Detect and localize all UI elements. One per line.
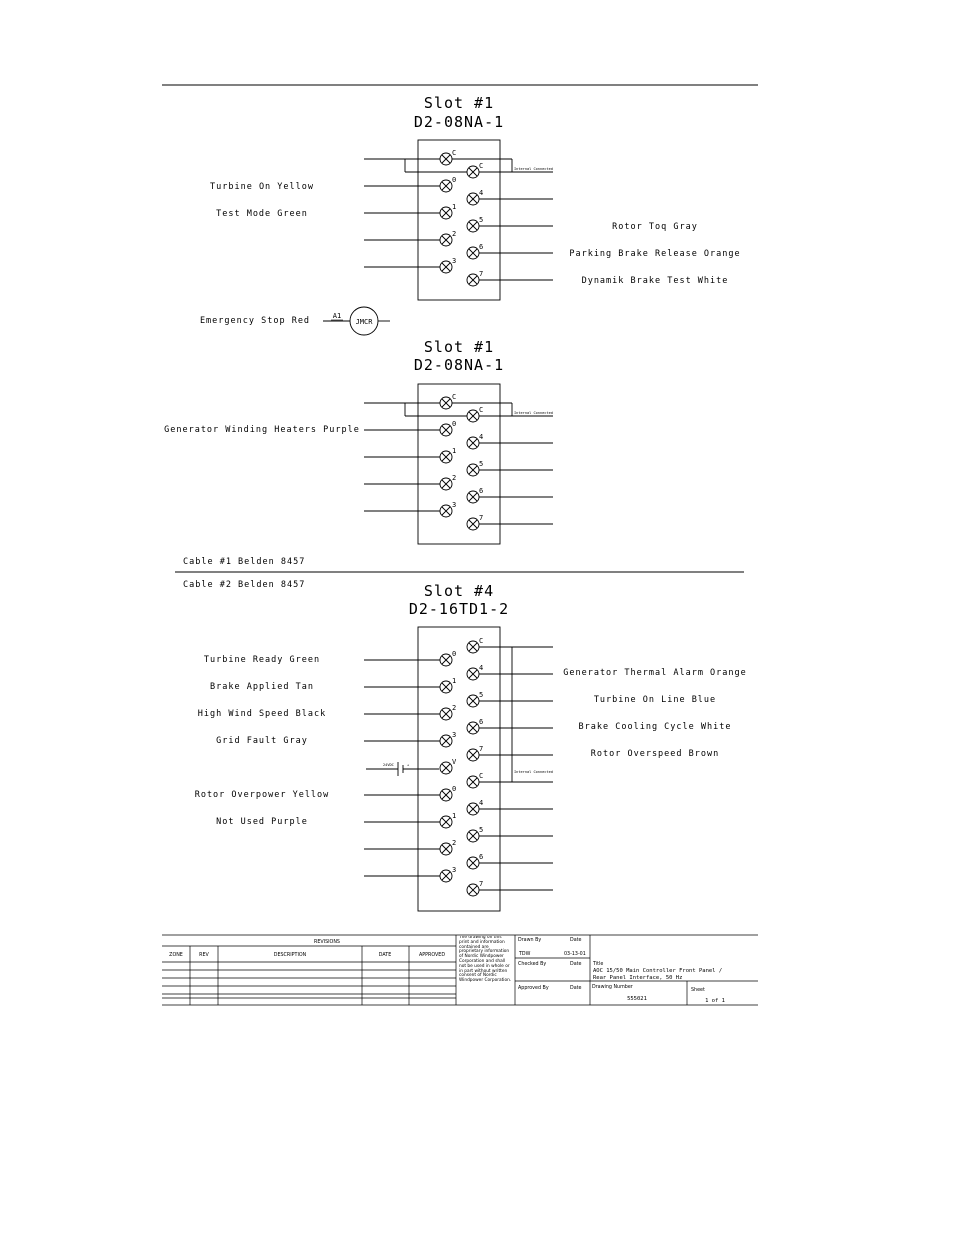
supply-label: 24VDC <box>383 763 394 767</box>
drawing-title-line2: Rear Panel Interface, 50 Hz <box>593 975 683 981</box>
input-label: Dynamik Brake Test White <box>581 276 729 286</box>
col-header-rev: REV <box>199 953 209 958</box>
terminal-label: 7 <box>479 270 484 278</box>
terminal-screw-icon <box>467 853 483 869</box>
terminal-screw-icon <box>467 826 483 842</box>
output-label: High Wind Speed Black <box>197 709 327 719</box>
input-label: Test Mode Green <box>216 209 308 219</box>
input-label: Turbine On Yellow <box>210 182 314 192</box>
output-label: Generator Thermal Alarm Orange <box>563 668 747 678</box>
terminal-group <box>440 637 483 896</box>
terminal-screw-icon <box>440 149 456 165</box>
terminal-screw-icon <box>440 230 456 246</box>
terminal-screw-icon <box>467 745 483 761</box>
terminal-screw-icon <box>467 189 483 205</box>
terminal-screw-icon <box>440 393 456 409</box>
terminal-label: C <box>479 637 484 645</box>
terminal-label: 0 <box>452 785 457 793</box>
relay-label: JMCR <box>355 318 373 326</box>
terminal-screw-icon <box>467 460 483 476</box>
diagram-slot4 <box>195 582 747 911</box>
sheet-value: 1 of 1 <box>705 998 725 1004</box>
terminal-label: C <box>479 406 484 414</box>
terminal-label: 5 <box>479 826 484 834</box>
output-label: Rotor Overpower Yellow <box>194 790 330 800</box>
terminal-label: 4 <box>479 189 484 197</box>
approved-date-label: Date <box>570 986 582 991</box>
terminal-screw-icon <box>440 420 456 436</box>
checked-date-label: Date <box>570 962 582 967</box>
terminal-screw-icon <box>440 501 456 517</box>
terminal-label: 4 <box>479 433 484 441</box>
approved-by-label: Approved By <box>518 986 549 991</box>
cable-label: Cable #1 Belden 8457 <box>183 557 306 567</box>
terminal-screw-icon <box>440 812 456 828</box>
slot-title: Slot #1 <box>423 94 495 112</box>
drawn-date-label: Date <box>570 938 582 943</box>
terminal-label: 3 <box>452 501 457 509</box>
terminal-label: C <box>452 393 457 401</box>
col-header-approved: APPROVED <box>418 953 446 958</box>
terminal-screw-icon <box>440 677 456 693</box>
slot-title: Slot #4 <box>423 582 495 600</box>
terminal-label: 2 <box>452 704 457 712</box>
drawing-number-label: Drawing Number <box>592 985 633 990</box>
terminal-screw-icon <box>467 216 483 232</box>
module-title: D2-16TD1-2 <box>408 600 510 618</box>
terminal-screw-icon <box>440 447 456 463</box>
drawn-date-value: 03-13-01 <box>564 952 586 957</box>
diagram-slot1-a <box>200 94 741 335</box>
revisions-heading: REVISIONS <box>314 940 340 945</box>
proprietary-notice: The drawing on this print and information contained are proprietary information of Nordic Windpower Corporation and shall not be used in whole or in part without written consent of Nordic Windpower Corporation. <box>459 936 512 984</box>
slot-title: Slot #1 <box>423 338 495 356</box>
common-note: Internal Connected <box>514 411 553 415</box>
title-label: Title <box>593 962 604 967</box>
terminal-screw-icon <box>467 270 483 286</box>
terminal-label: 7 <box>479 745 484 753</box>
terminal-label: 2 <box>452 230 457 238</box>
output-label: Brake Cooling Cycle White <box>578 722 732 732</box>
terminal-screw-icon <box>467 162 483 178</box>
module-title: D2-08NA-1 <box>413 356 505 374</box>
output-label: Grid Fault Gray <box>216 736 308 746</box>
terminal-label: 1 <box>452 812 457 820</box>
output-label: Brake Applied Tan <box>210 682 314 692</box>
output-label: Not Used Purple <box>216 817 308 827</box>
terminal-label: 3 <box>452 731 457 739</box>
terminal-screw-icon <box>440 203 456 219</box>
output-label: Rotor Overspeed Brown <box>590 749 720 759</box>
terminal-group <box>440 149 483 286</box>
terminal-label: 0 <box>452 420 457 428</box>
terminal-screw-icon <box>467 772 483 788</box>
checked-by-label: Checked By <box>518 962 547 967</box>
col-header-zone: ZONE <box>169 953 183 958</box>
terminal-block <box>418 140 500 300</box>
output-label: Turbine Ready Green <box>203 655 321 665</box>
drawn-by-value: TDW <box>519 952 531 957</box>
terminal-screw-icon <box>440 758 457 774</box>
terminal-screw-icon <box>440 839 456 855</box>
terminal-label: 5 <box>479 216 484 224</box>
terminal-label: 4 <box>479 799 484 807</box>
terminal-group <box>440 393 483 530</box>
terminal-screw-icon <box>467 243 483 259</box>
terminal-label: 5 <box>479 460 484 468</box>
terminal-label: 5 <box>479 691 484 699</box>
terminal-label: 6 <box>479 718 484 726</box>
drawn-by-label: Drawn By <box>518 938 542 943</box>
terminal-label: 2 <box>452 474 457 482</box>
terminal-label: 3 <box>452 866 457 874</box>
terminal-label: 6 <box>479 243 484 251</box>
terminal-label: 2 <box>452 839 457 847</box>
terminal-screw-icon <box>467 691 483 707</box>
sheet-label: Sheet <box>691 988 705 993</box>
terminal-screw-icon <box>440 704 456 720</box>
terminal-label: C <box>452 149 457 157</box>
emergency-tag: A1 <box>332 312 342 320</box>
terminal-screw-icon <box>440 866 456 882</box>
terminal-label: 7 <box>479 880 484 888</box>
cable-label: Cable #2 Belden 8457 <box>183 580 306 590</box>
terminal-label: 1 <box>452 447 457 455</box>
terminal-label: 0 <box>452 176 457 184</box>
terminal-screw-icon <box>467 664 483 680</box>
terminal-screw-icon <box>440 176 456 192</box>
terminal-label: V <box>452 758 457 766</box>
emergency-stop-label: Emergency Stop Red <box>199 316 311 326</box>
terminal-screw-icon <box>440 474 456 490</box>
terminal-label: 4 <box>479 664 484 672</box>
terminal-label: 6 <box>479 853 484 861</box>
terminal-label: 3 <box>452 257 457 265</box>
output-label: Turbine On Line Blue <box>593 695 717 705</box>
drawing-number-value: 555021 <box>627 996 647 1002</box>
input-label: Parking Brake Release Orange <box>569 249 741 259</box>
terminal-screw-icon <box>467 637 483 653</box>
module-title: D2-08NA-1 <box>413 113 505 131</box>
proprietary-notice-box <box>459 936 513 1004</box>
terminal-label: 1 <box>452 677 457 685</box>
diagram-slot1-b <box>164 338 553 544</box>
wire-group <box>364 647 553 890</box>
terminal-screw-icon <box>440 731 456 747</box>
terminal-screw-icon <box>467 718 483 734</box>
terminal-screw-icon <box>467 799 483 815</box>
plus-sign: + <box>407 763 410 767</box>
terminal-screw-icon <box>467 880 483 896</box>
terminal-label: 0 <box>452 650 457 658</box>
terminal-screw-icon <box>467 406 483 422</box>
terminal-label: C <box>479 772 484 780</box>
wire-group <box>364 159 553 280</box>
terminal-screw-icon <box>467 514 483 530</box>
terminal-label: 6 <box>479 487 484 495</box>
common-note: Internal Connected <box>514 770 553 774</box>
terminal-screw-icon <box>467 433 483 449</box>
terminal-label: 1 <box>452 203 457 211</box>
terminal-screw-icon <box>440 785 456 801</box>
col-header-date: DATE <box>378 953 392 958</box>
terminal-screw-icon <box>467 487 483 503</box>
drawing-title-line1: AOC 15/50 Main Controller Front Panel / <box>593 968 723 974</box>
terminal-label: 7 <box>479 514 484 522</box>
wire-group <box>364 403 553 524</box>
terminal-screw-icon <box>440 257 456 273</box>
input-label: Rotor Toq Gray <box>612 222 698 232</box>
terminal-block <box>418 384 500 544</box>
input-label: Generator Winding Heaters Purple <box>164 425 360 435</box>
terminal-screw-icon <box>440 650 456 666</box>
terminal-label: C <box>479 162 484 170</box>
common-note: Internal Connected <box>514 167 553 171</box>
col-header-description: DESCRIPTION <box>273 953 307 958</box>
